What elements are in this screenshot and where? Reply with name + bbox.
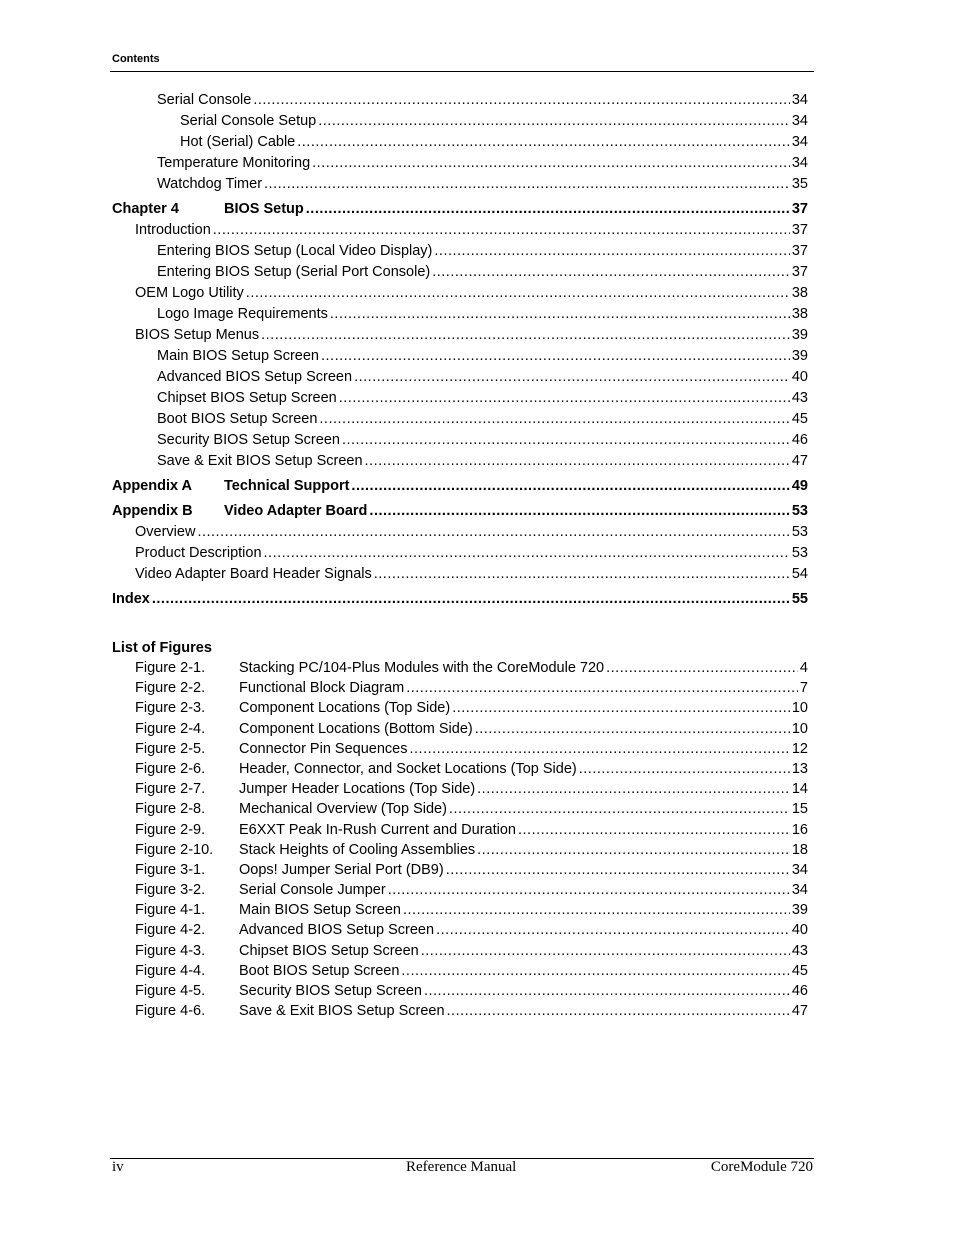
toc-entry [112,264,808,285]
dot-leader [319,411,789,427]
dot-leader [197,524,789,540]
toc-entry [112,306,808,327]
dot-leader [432,264,790,280]
figure-title: Stack Heights of Cooling Assemblies [239,841,476,858]
dot-leader [312,155,790,171]
toc-entry-title: Overview [135,524,196,540]
toc-entry-page: 34 [791,92,808,108]
dot-leader [213,222,790,238]
dot-leader [354,369,790,385]
toc-entry-title: Temperature Monitoring [157,155,311,171]
toc-entry-title: Hot (Serial) Cable [180,134,296,150]
toc-entry-page: 53 [791,524,808,540]
figure-entry [112,680,808,700]
toc-entry [112,113,808,134]
toc-chapter-entry [112,478,808,499]
figure-label: Figure 2-5. [135,740,206,757]
figure-entry [112,801,808,821]
figure-page: 40 [791,922,808,939]
toc-entry-title: BIOS Setup Menus [135,327,260,343]
toc-entry [112,524,808,545]
figure-entry [112,842,808,862]
dot-leader [374,566,790,582]
figure-page: 16 [791,821,808,838]
toc-entry-page: 46 [791,432,808,448]
toc-entry-title: Introduction [135,222,211,238]
figure-label: Figure 3-1. [135,861,206,878]
dot-leader [424,983,790,999]
figure-title: Security BIOS Setup Screen [239,983,422,999]
figure-label: Figure 2-6. [135,760,206,777]
toc-entry [112,285,808,306]
figure-entry [112,882,808,902]
dot-leader [406,680,798,696]
dot-leader [306,201,790,217]
figure-entry [112,943,808,963]
figure-title: Boot BIOS Setup Screen [239,962,400,979]
dot-leader [477,781,790,797]
figure-title: Main BIOS Setup Screen [239,902,401,919]
figure-page: 14 [791,781,808,798]
dot-leader [452,700,790,716]
toc-entry-page: 43 [791,390,808,406]
figure-entry [112,822,808,842]
figure-page: 10 [791,720,808,737]
dot-leader [434,243,789,259]
dot-leader [388,882,790,898]
dot-leader [369,503,789,519]
header-rule [110,71,814,72]
toc-entry-title: Security BIOS Setup Screen [157,432,340,448]
figure-entry [112,741,808,761]
toc-entry-page: 39 [791,348,808,364]
toc-entry-title: Watchdog Timer [157,176,263,192]
toc-entry-page: 53 [791,503,808,519]
toc-entry [112,222,808,243]
dot-leader [421,943,790,959]
figure-title: Oops! Jumper Serial Port (DB9) [239,861,444,878]
dot-leader [401,963,789,979]
toc-entry [112,243,808,264]
dot-leader [318,113,790,129]
toc-entry-title: Boot BIOS Setup Screen [157,411,318,427]
toc-entry-page: 55 [791,591,808,607]
figure-page: 13 [791,760,808,777]
figure-title: Advanced BIOS Setup Screen [239,922,435,939]
footer-document-title: Reference Manual [406,1159,517,1175]
toc-entry-page: 49 [791,478,808,494]
dot-leader [365,453,790,469]
dot-leader [261,327,790,343]
toc-entry-title: Index [112,591,150,607]
figure-label: Figure 4-1. [135,902,206,919]
figure-page: 45 [791,962,808,979]
toc-entry-title: Logo Image Requirements [157,306,328,322]
toc-entry-page: 54 [791,566,808,582]
toc-entry-page: 34 [791,113,808,129]
dot-leader [518,822,790,838]
toc-entry-title: Product Description [135,545,262,561]
figure-page: 34 [791,861,808,878]
figure-entry [112,963,808,983]
figure-entry [112,761,808,781]
figure-title: Jumper Header Locations (Top Side) [239,781,476,798]
toc-entry-label: Chapter 4 [112,201,179,217]
toc-entry-title: Save & Exit BIOS Setup Screen [157,453,363,469]
figure-label: Figure 4-4. [135,962,206,979]
figure-label: Figure 2-7. [135,781,206,798]
toc-entry-title: Advanced BIOS Setup Screen [157,369,353,385]
footer-product-name: CoreModule 720 [710,1159,813,1175]
toc-chapter-entry [112,503,808,524]
dot-leader [264,176,790,192]
toc-entry-page: 53 [791,545,808,561]
dot-leader [342,432,790,448]
toc-entry-label: Appendix B [112,503,193,519]
figure-title: Chipset BIOS Setup Screen [239,942,419,959]
dot-leader [475,721,790,737]
dot-leader [321,348,790,364]
running-header: Contents [112,53,160,65]
figure-title: Connector Pin Sequences [239,740,408,757]
figure-entry [112,902,808,922]
toc-entry [112,327,808,348]
toc-entry [112,348,808,369]
dot-leader [246,285,790,301]
figure-title: Functional Block Diagram [239,680,405,697]
dot-leader [447,1003,790,1019]
toc-entry-page: 38 [791,285,808,301]
figure-title: Stacking PC/104-Plus Modules with the CoreModule 720 [239,660,605,676]
figure-entry [112,721,808,741]
figure-page: 43 [791,942,808,959]
figure-page: 10 [791,700,808,717]
figure-entry [112,700,808,720]
toc-entry [112,432,808,453]
table-of-contents [112,92,808,1023]
figure-label: Figure 4-5. [135,983,206,999]
figure-title: Header, Connector, and Socket Locations (Top Side) [239,760,577,777]
toc-entry-title: Entering BIOS Setup (Local Video Display) [157,243,433,259]
figure-page: 46 [791,983,808,999]
dot-leader [449,801,790,817]
figure-label: Figure 2-1. [135,660,206,676]
toc-chapter-entry [112,591,808,612]
footer-page-number: iv [112,1159,124,1175]
toc-entry-page: 37 [791,243,808,259]
figure-entry [112,983,808,1003]
dot-leader [606,660,798,676]
dot-leader [152,591,790,607]
dot-leader [330,306,790,322]
toc-entry-title: Serial Console [157,92,252,108]
figure-page: 34 [791,882,808,899]
dot-leader [436,922,790,938]
figure-entry [112,1003,808,1023]
toc-entry-title: BIOS Setup [224,201,304,217]
toc-entry-label: Appendix A [112,478,193,494]
toc-entry-page: 37 [791,201,808,217]
figure-page: 47 [791,1003,808,1020]
toc-entry-page: 35 [791,176,808,192]
figure-page: 12 [791,740,808,757]
figure-label: Figure 4-3. [135,942,206,959]
figure-title: Save & Exit BIOS Setup Screen [239,1003,445,1020]
toc-entry-page: 40 [791,369,808,385]
toc-entry [112,390,808,411]
figure-label: Figure 2-8. [135,801,206,818]
dot-leader [403,902,790,918]
dot-leader [446,862,790,878]
figure-title: Component Locations (Bottom Side) [239,720,473,737]
figure-label: Figure 2-4. [135,720,206,737]
toc-entry-title: OEM Logo Utility [135,285,244,301]
toc-entry-title: Serial Console Setup [180,113,317,129]
dot-leader [579,761,790,777]
figure-title: Serial Console Jumper [239,882,386,899]
toc-entry-title: Chipset BIOS Setup Screen [157,390,337,406]
toc-entry-page: 47 [791,453,808,469]
figure-title: E6XXT Peak In-Rush Current and Duration [239,821,516,838]
dot-leader [297,134,790,150]
figure-page: 18 [791,841,808,858]
figure-page: 15 [791,801,808,818]
figure-page: 4 [799,660,808,676]
figure-label: Figure 2-9. [135,821,206,838]
toc-entry-title: Video Adapter Board Header Signals [135,566,372,582]
dot-leader [253,92,790,108]
dot-leader [477,842,790,858]
dot-leader [264,545,790,561]
dot-leader [351,478,789,494]
dot-leader [409,741,789,757]
toc-entry [112,411,808,432]
toc-entry-page: 45 [791,411,808,427]
toc-entry [112,155,808,176]
figure-label: Figure 3-2. [135,882,206,899]
figure-title: Component Locations (Top Side) [239,700,451,717]
toc-entry [112,369,808,390]
toc-entry [112,92,808,113]
figure-label: Figure 4-6. [135,1003,206,1020]
toc-entry-title: Entering BIOS Setup (Serial Port Console) [157,264,431,280]
figure-entry [112,922,808,942]
toc-entry-page: 38 [791,306,808,322]
figure-label: Figure 2-10. [135,841,214,858]
figure-entry [112,660,808,680]
figure-entry [112,781,808,801]
toc-entry-title: Main BIOS Setup Screen [157,348,319,364]
figure-label: Figure 2-3. [135,700,206,717]
toc-entry-title: Technical Support [224,478,350,494]
dot-leader [339,390,790,406]
figure-label: Figure 2-2. [135,680,206,697]
toc-entry-page: 34 [791,155,808,171]
figure-label: Figure 4-2. [135,922,206,939]
toc-entry-page: 34 [791,134,808,150]
toc-entry [112,545,808,566]
figure-page: 7 [799,680,808,697]
toc-entry [112,566,808,587]
toc-entry-title: Video Adapter Board [224,503,368,519]
toc-entry [112,134,808,155]
toc-entry [112,453,808,474]
figure-entry [112,862,808,882]
section-gap [112,612,808,640]
toc-entry-page: 39 [791,327,808,343]
toc-entry-page: 37 [791,264,808,280]
figure-page: 39 [791,902,808,919]
toc-entry-page: 37 [791,222,808,238]
figure-title: Mechanical Overview (Top Side) [239,801,447,818]
list-of-figures-heading: List of Figures [112,640,212,656]
toc-chapter-entry [112,201,808,222]
toc-entry [112,176,808,197]
